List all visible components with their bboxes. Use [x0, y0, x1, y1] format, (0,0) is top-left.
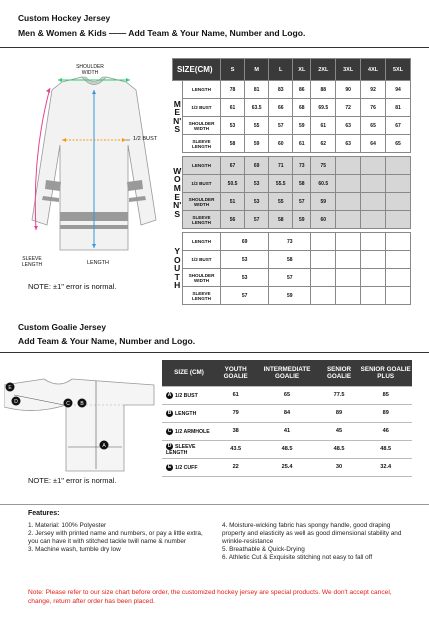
table-row: SHOULDER WIDTH 51 53 55 57 59	[173, 193, 411, 211]
divider	[0, 352, 429, 353]
marker-a-icon: A	[167, 391, 172, 398]
size-col: 2XL	[311, 59, 336, 81]
marker-d-icon: D	[167, 442, 172, 449]
goalie-jersey-icon	[4, 375, 159, 475]
table-row: D SLEEVE LENGTH 43.5 48.5 48.5 48.5	[162, 440, 412, 458]
svg-text:A: A	[102, 443, 106, 449]
warning-note: Note: Please refer to our size chart before order, the customized hockey jersey are special products. We don't accept cancel, change, return after order has been placed.	[28, 589, 392, 605]
goalie-subtitle: Add Team & Your Name, Number and Logo.	[18, 336, 196, 346]
divider	[0, 504, 429, 505]
size-col: M	[245, 59, 269, 81]
hockey-jersey-diagram	[4, 60, 169, 285]
marker-e-icon: E	[167, 463, 172, 470]
hockey-title: Custom Hockey Jersey	[18, 13, 111, 23]
table-row: A 1/2 BUST 61 65 77.5 85	[162, 386, 412, 404]
men-group-label: M E N' S	[173, 81, 183, 153]
table-row: 1/2 BUST 61 63.5 66 68 69.5 72 76 81	[173, 99, 411, 117]
women-group-label: W O M E N' S	[173, 157, 183, 229]
size-col: S	[221, 59, 245, 81]
features-heading: Features:	[28, 510, 60, 517]
size-header: SIZE(CM)	[173, 59, 221, 81]
hockey-size-table	[172, 58, 411, 305]
table-row: Y O U T H LENGTH 69 73	[173, 233, 411, 251]
size-col: L	[269, 59, 293, 81]
table-row: SHOULDER WIDTH 53 55 57 59 61 63 65 67	[173, 117, 411, 135]
table-row: SHOULDER WIDTH 53 57	[173, 269, 411, 287]
svg-text:E: E	[8, 385, 12, 391]
size-col: 4XL	[361, 59, 386, 81]
table-row: B LENGTH 79 84 89 89	[162, 404, 412, 422]
table-row: SLEEVE LENGTH 56 57 58 59 60	[173, 211, 411, 229]
jersey-icon	[4, 60, 169, 285]
table-row: 1/2 BUST 53 58	[173, 251, 411, 269]
divider	[0, 47, 429, 48]
hockey-subtitle: Men & Women & Kids —— Add Team & Your Name, Number and Logo.	[18, 28, 306, 38]
goalie-size-table: SIZE (CM) YOUTH GOALIE INTERMEDIATE GOALIE SENIOR GOALIE SENIOR GOALIE PLUS A 1/2 BUST 61 65 77.5 85 B LENGTH 79 84 89 89 C 1/2 ARMHOLE 38 41 45 46 D SLEEVE LENGTH 43.5 48.5 48.5 48.5 E 1/2 CUFF 22 25.4 30 32.4	[162, 360, 412, 477]
marker-b-icon: B	[167, 409, 172, 416]
features-left: 1. Material: 100% Polyester 2. Jersey with printed name and numbers, or pay a little extra, you can have it with stitched tackle twill name & number 3. Machine wash, tumble dry low	[28, 522, 203, 553]
size-col: 3XL	[336, 59, 361, 81]
shoulder-width-label: SHOULDER WIDTH	[76, 64, 104, 76]
table-row: E 1/2 CUFF 22 25.4 30 32.4	[162, 458, 412, 476]
size-col: XL	[293, 59, 311, 81]
hockey-note: NOTE: ±1" error is normal.	[28, 282, 117, 291]
svg-text:B: B	[80, 401, 84, 407]
goalie-jersey-diagram	[4, 375, 159, 475]
goalie-title: Custom Goalie Jersey	[18, 322, 106, 332]
table-row: SLEEVE LENGTH 57 59	[173, 287, 411, 305]
svg-text:D: D	[14, 399, 18, 405]
table-row: M E N' S LENGTH 78 81 83 86 88 90 92 94	[173, 81, 411, 99]
table-row: SLEEVE LENGTH 58 59 60 61 62 63 64 65	[173, 135, 411, 153]
marker-c-icon: C	[167, 427, 172, 434]
bust-label: 1/2 BUST	[133, 136, 158, 142]
table-row: W O M E N' S LENGTH 67 69 71 73 75	[173, 157, 411, 175]
svg-text:C: C	[66, 401, 70, 407]
sleeve-length-label: SLEEVE LENGTH	[21, 256, 43, 268]
features-right: 4. Moisture-wicking fabric has spongy handle, good draping property and elasticity as well as good dimensional stability and wrinkle-resistance 5. Breathable & Quick-Drying 6. Athletic Cut & Exquisite stitching not easy to fall off	[222, 522, 402, 561]
table-row: 1/2 BUST 50.5 53 55.5 58 60.5	[173, 175, 411, 193]
goalie-note: NOTE: ±1" error is normal.	[28, 476, 117, 485]
size-col: 5XL	[386, 59, 411, 81]
length-label: LENGTH	[87, 260, 109, 266]
table-row: C 1/2 ARMHOLE 38 41 45 46	[162, 422, 412, 440]
youth-group-label: Y O U T H	[173, 233, 183, 305]
